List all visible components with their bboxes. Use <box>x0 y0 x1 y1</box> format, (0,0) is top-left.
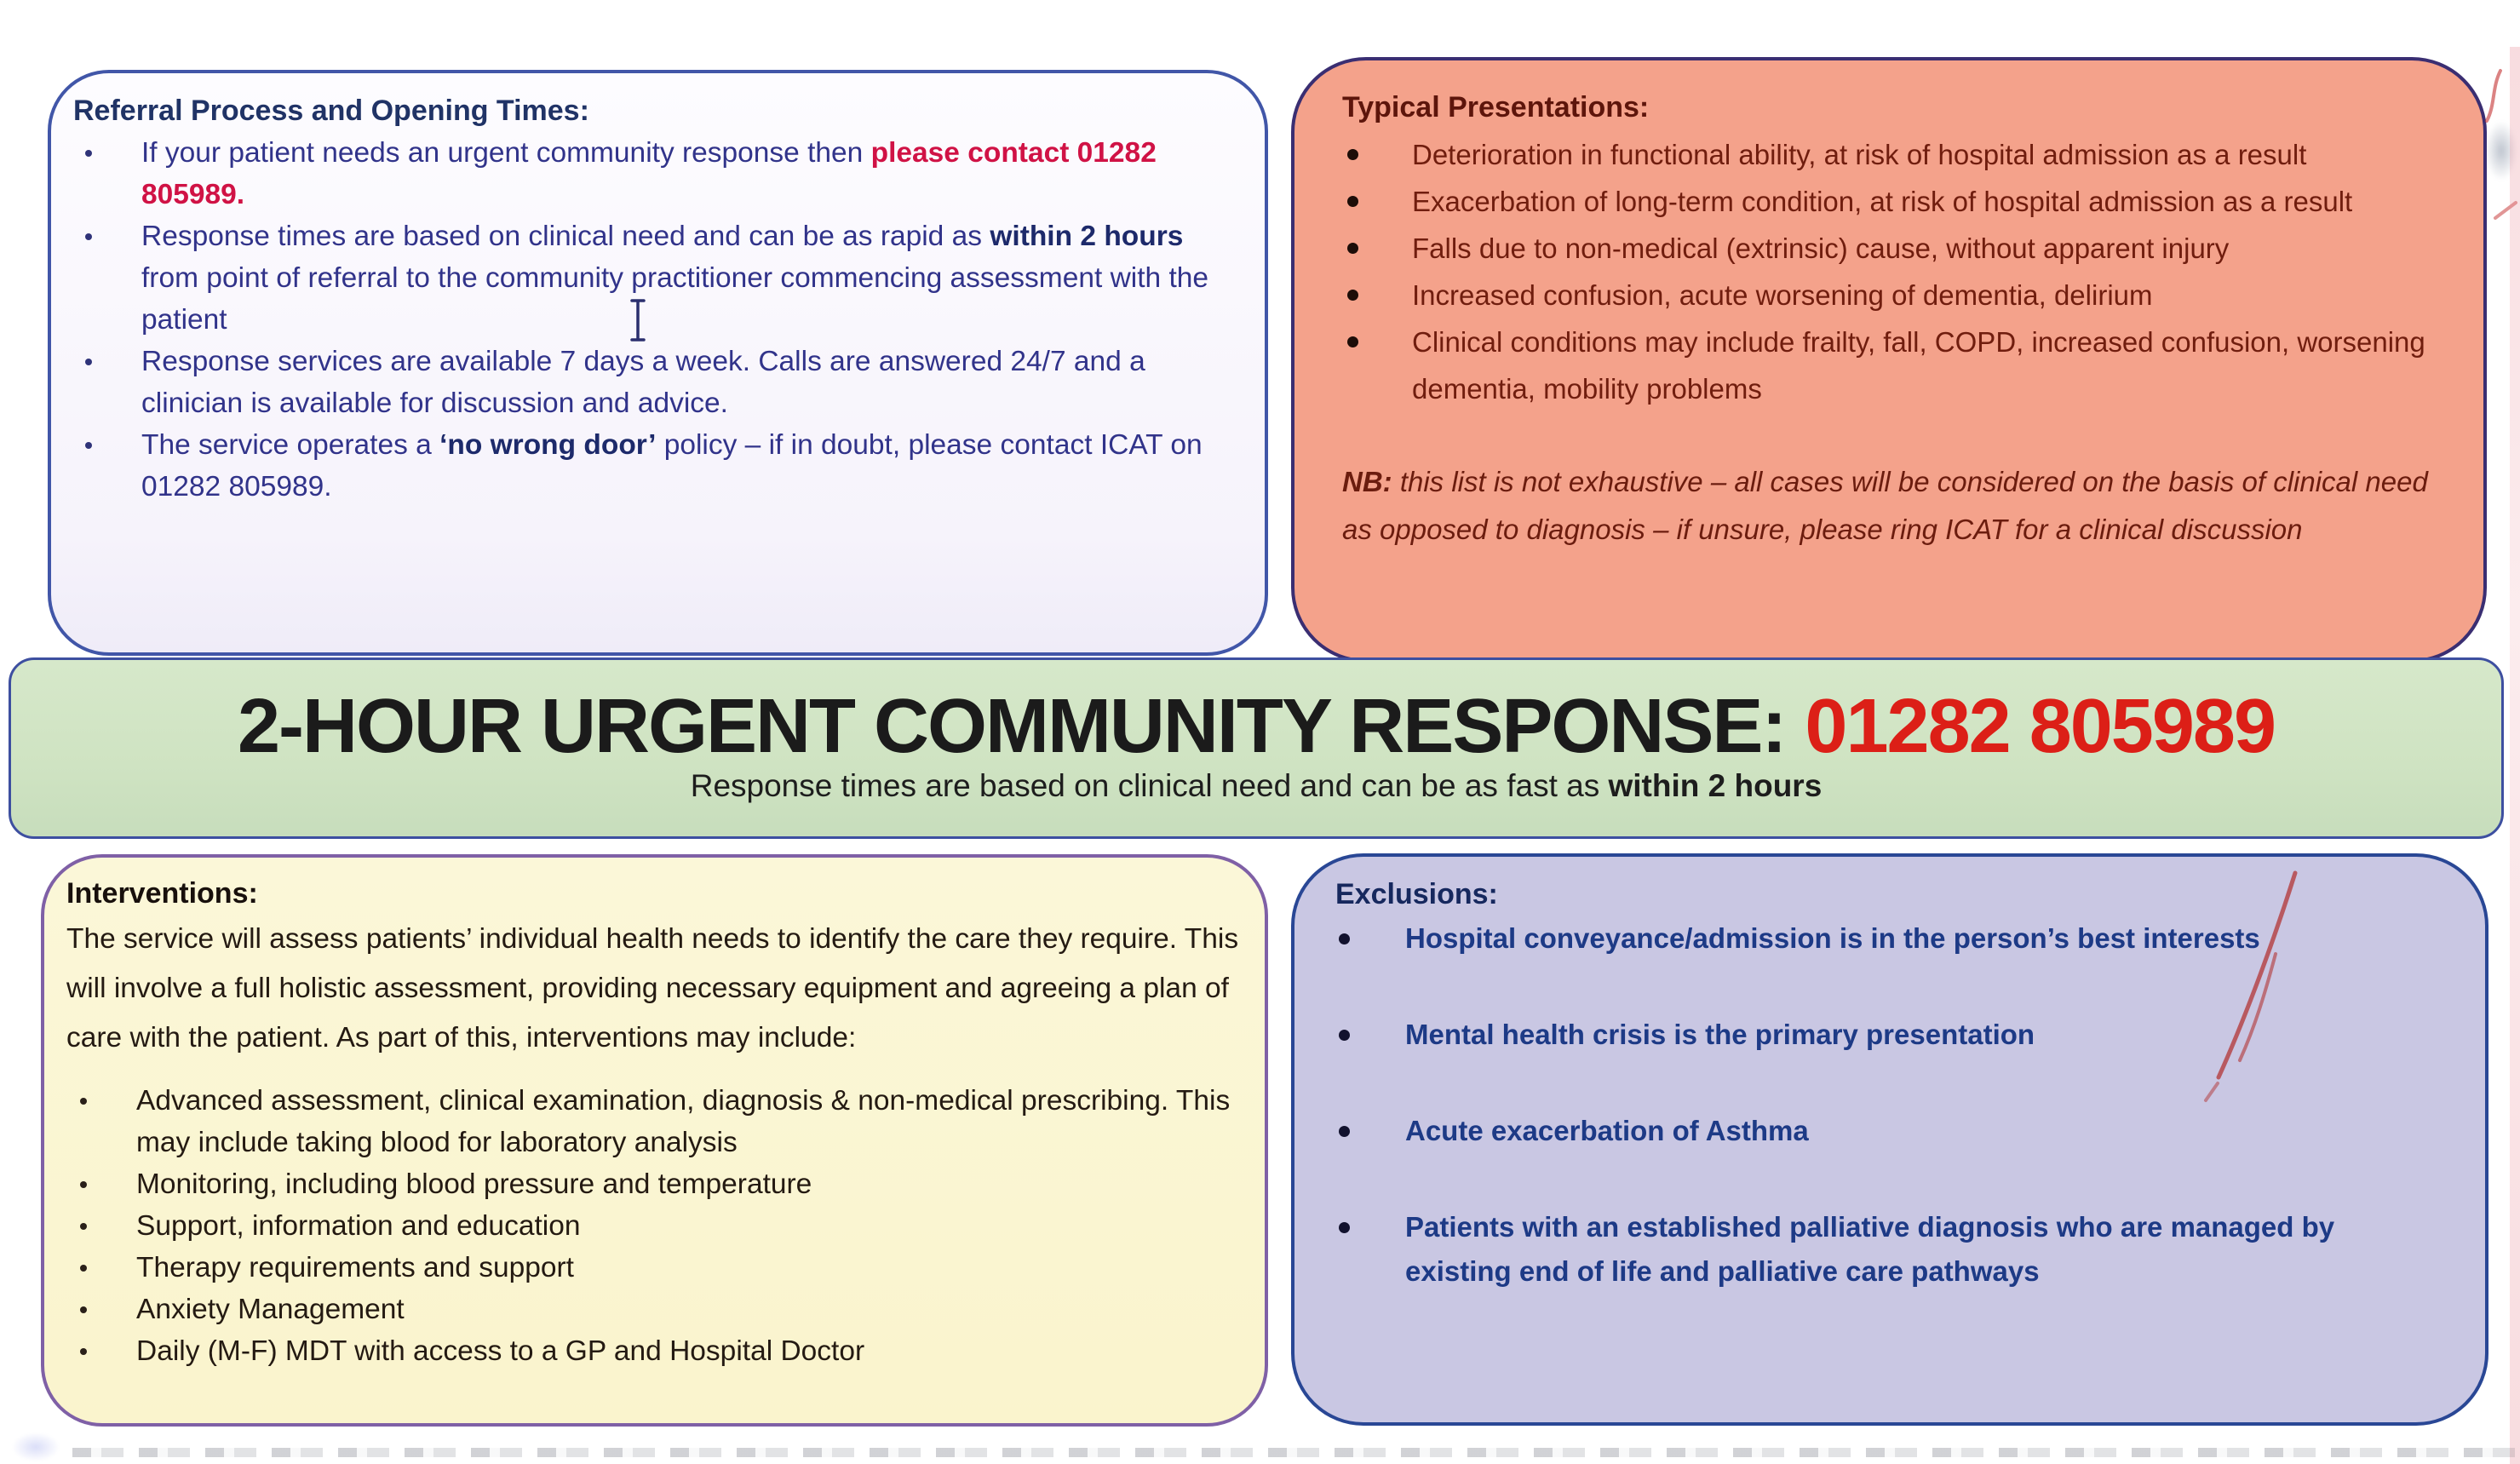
bullet-icon <box>1347 196 1358 207</box>
banner-subtitle-text: Response times are based on clinical need and can be as fast as <box>690 768 1609 803</box>
scan-red-mark-icon <box>2490 194 2520 229</box>
list-item <box>66 1080 1248 1163</box>
bullet-icon <box>1347 149 1358 160</box>
referral-item-text: policy – if in doubt, please contact ICAT on 01282 805989. <box>141 429 1203 502</box>
scan-smudge <box>2485 121 2517 181</box>
interventions-intro: The service will assess patients’ individual health needs to identify the care they require. This will involve a full holistic assessment, providing necessary equipment and agreeing a plan of care with the patient. As part of this, interventions may include: <box>66 923 1239 1054</box>
list-item <box>1335 1013 2436 1057</box>
bullet-icon <box>80 1348 87 1355</box>
interventions-title: Interventions: <box>66 877 258 910</box>
list-item <box>1335 1205 2436 1294</box>
list-item <box>1342 225 2458 272</box>
presentation-item-text: Exacerbation of long-term condition, at risk of hospital admission as a result <box>1412 186 2353 217</box>
bullet-icon <box>1339 1030 1350 1041</box>
referral-item-text: Response times are based on clinical need and can be as rapid as <box>141 221 990 252</box>
nb-note <box>1342 458 2458 554</box>
banner-subtitle-bold: within 2 hours <box>1608 768 1823 803</box>
list-item <box>73 215 1215 341</box>
referral-contact-highlight: please contact 01282 805989. <box>141 137 1157 210</box>
intervention-item-text: Anxiety Management <box>136 1294 405 1325</box>
urgent-response-banner <box>9 657 2504 839</box>
exclusions-box <box>1291 853 2488 1426</box>
scan-smudge <box>12 1432 60 1461</box>
presentation-item-text: Deterioration in functional ability, at risk of hospital admission as a result <box>1412 139 2307 170</box>
bullet-icon <box>85 150 92 157</box>
list-item <box>73 424 1215 508</box>
nb-label: NB: <box>1342 466 1392 497</box>
exclusion-item-text: Acute exacerbation of Asthma <box>1405 1115 1809 1146</box>
bullet-icon <box>80 1098 87 1105</box>
referral-title: Referral Process and Opening Times: <box>73 95 589 127</box>
presentation-item-text: Clinical conditions may include frailty, fall, COPD, increased confusion, worsening dementia, mobility problems <box>1412 326 2425 405</box>
referral-list <box>73 132 1215 508</box>
exclusion-item-text: Mental health crisis is the primary presentation <box>1405 1019 2035 1050</box>
bullet-icon <box>80 1223 87 1230</box>
presentations-list <box>1342 131 2458 412</box>
interventions-list <box>66 1080 1248 1372</box>
bullet-icon <box>80 1306 87 1313</box>
list-item <box>1335 916 2436 961</box>
bullet-icon <box>1347 243 1358 254</box>
scan-bottom-strip <box>72 1448 2517 1457</box>
bullet-icon <box>1347 336 1358 347</box>
exclusions-title: Exclusions: <box>1335 878 1498 910</box>
list-item <box>73 132 1215 215</box>
intervention-item-text: Therapy requirements and support <box>136 1252 574 1283</box>
banner-phone-number: 01282 805989 <box>1805 684 2276 769</box>
interventions-box <box>41 854 1268 1427</box>
scan-edge-strip <box>2510 47 2520 1464</box>
list-item <box>1335 1109 2436 1153</box>
intervention-item-text: Monitoring, including blood pressure and temperature <box>136 1168 812 1200</box>
referral-item-text: If your patient needs an urgent community response then <box>141 137 871 169</box>
exclusion-item-text: Patients with an established palliative diagnosis who are managed by existing end of life and palliative care pathways <box>1405 1211 2335 1287</box>
typical-presentations-box <box>1291 57 2487 663</box>
referral-item-text: The service operates a <box>141 429 440 461</box>
presentation-item-text: Increased confusion, acute worsening of dementia, delirium <box>1412 279 2153 311</box>
referral-box <box>48 70 1268 656</box>
list-item <box>66 1289 1248 1330</box>
list-item <box>1342 319 2458 412</box>
banner-title <box>11 686 2501 767</box>
list-item <box>1342 272 2458 319</box>
intervention-item-text: Advanced assessment, clinical examination, diagnosis & non-medical prescribing. This may include taking blood for laboratory analysis <box>136 1085 1231 1158</box>
list-item <box>1342 178 2458 225</box>
list-item <box>66 1163 1248 1205</box>
banner-subtitle <box>11 767 2501 805</box>
list-item <box>66 1205 1248 1247</box>
referral-item-text: from point of referral to the community practitioner commencing assessment with the patient <box>141 262 1209 336</box>
intervention-item-text: Support, information and education <box>136 1210 581 1242</box>
presentations-title: Typical Presentations: <box>1342 91 1650 123</box>
exclusions-list <box>1335 916 2436 1294</box>
bullet-icon <box>85 233 92 240</box>
bullet-icon <box>1339 1126 1350 1137</box>
presentation-item-text: Falls due to non-medical (extrinsic) cause, without apparent injury <box>1412 233 2230 264</box>
list-item <box>1342 131 2458 178</box>
bullet-icon <box>80 1181 87 1188</box>
bullet-icon <box>80 1265 87 1272</box>
nb-text: this list is not exhaustive – all cases will be considered on the basis of clinical need as opposed to diagnosis – if unsure, please ring ICAT for a clinical discussion <box>1342 466 2428 545</box>
bullet-icon <box>85 442 92 449</box>
bullet-icon <box>85 359 92 365</box>
list-item <box>66 1247 1248 1289</box>
referral-item-bold: within 2 hours <box>990 221 1184 252</box>
bullet-icon <box>1339 933 1350 944</box>
list-item <box>66 1330 1248 1372</box>
referral-item-bold: ‘no wrong door’ <box>439 429 657 461</box>
bullet-icon <box>1339 1222 1350 1233</box>
intervention-item-text: Daily (M-F) MDT with access to a GP and Hospital Doctor <box>136 1335 865 1367</box>
exclusion-item-text: Hospital conveyance/admission is in the person’s best interests <box>1405 922 2260 954</box>
bullet-icon <box>1347 290 1358 301</box>
referral-item-text: Response services are available 7 days a week. Calls are answered 24/7 and a clinician is available for discussion and advice. <box>141 346 1145 419</box>
banner-heading: 2-HOUR URGENT COMMUNITY RESPONSE: <box>237 684 1805 769</box>
list-item <box>73 341 1215 424</box>
